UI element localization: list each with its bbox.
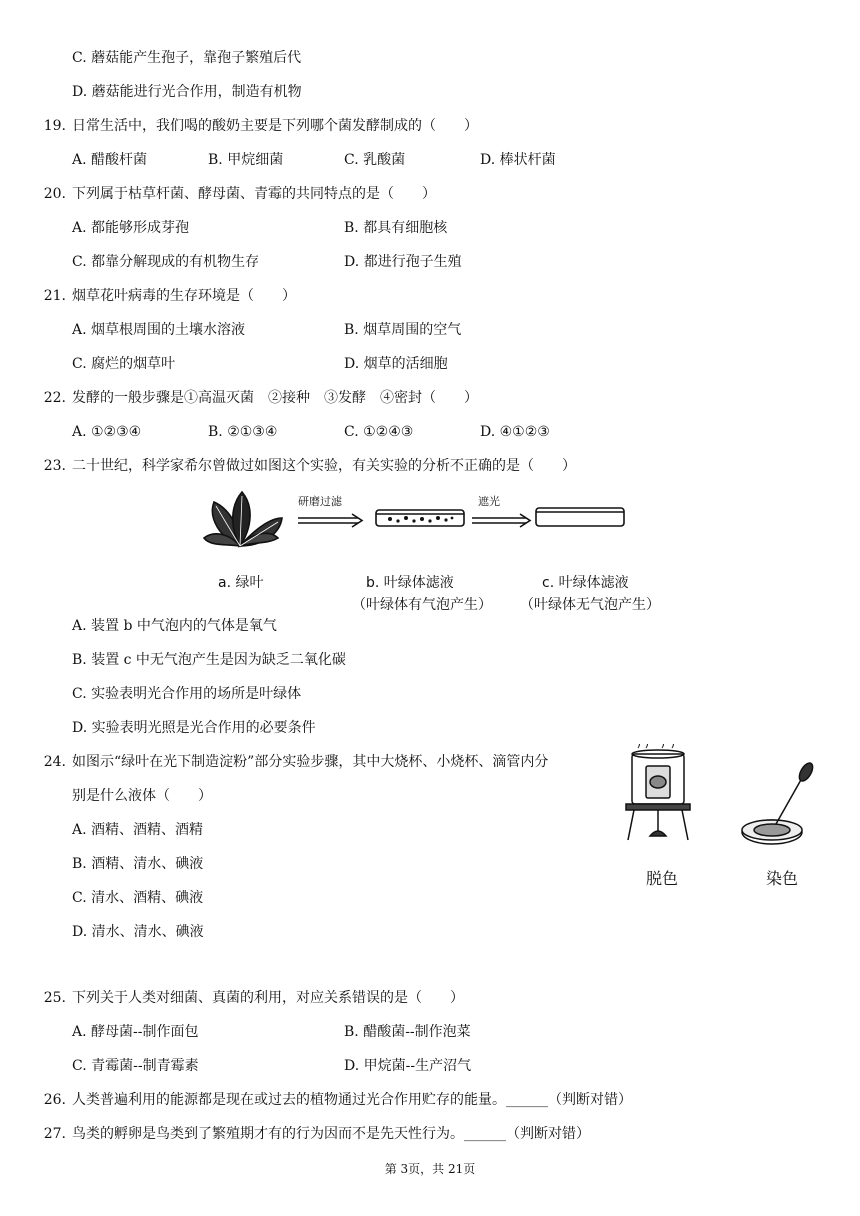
- question-text: 下列关于人类对细菌、真菌的利用，对应关系错误的是（ ）: [72, 990, 464, 1006]
- question-number: 23.: [43, 458, 66, 474]
- question-text-continued: 别是什么液体（ ）: [72, 788, 212, 804]
- option-b: B. 醋酸菌--制作泡菜: [344, 1024, 471, 1040]
- question-text: 人类普遍利用的能源都是现在或过去的植物通过光合作用贮存的能量。______（判断对错）: [72, 1092, 632, 1108]
- figure-label-a: a. 绿叶: [218, 575, 264, 591]
- option-c: C. 乳酸菌: [344, 152, 406, 168]
- option-a: A. 酵母菌--制作面包: [72, 1024, 199, 1040]
- question-number: 27.: [43, 1126, 66, 1142]
- question-number: 21.: [43, 288, 66, 304]
- option-b: B. 烟草周围的空气: [344, 322, 462, 338]
- option-a: A. 酒精、酒精、酒精: [72, 822, 204, 838]
- petri-dish-c-icon: [536, 508, 624, 526]
- option-a: A. 醋酸杆菌: [72, 152, 148, 168]
- option-b: B. 酒精、清水、碘液: [72, 856, 204, 872]
- option-b: B. 装置 c 中无气泡产生是因为缺乏二氧化碳: [72, 652, 346, 668]
- option-d: D. 实验表明光照是光合作用的必要条件: [72, 720, 316, 736]
- question-text: 下列属于枯草杆菌、酵母菌、青霉的共同特点的是（ ）: [72, 186, 436, 202]
- question-number: 26.: [43, 1092, 66, 1108]
- option-d: D. ④①②③: [480, 424, 550, 440]
- question-number: 25.: [43, 990, 66, 1006]
- figure-label-c: c. 叶绿体滤液: [542, 575, 629, 591]
- starch-experiment-figure: [622, 744, 818, 864]
- decolorize-water-bath-icon: [626, 744, 690, 840]
- figure-label-decolorize: 脱色: [646, 869, 679, 888]
- stain-dish-dropper-icon: [742, 761, 815, 844]
- option-c: C. ①②④③: [344, 424, 414, 440]
- figure-label-stain: 染色: [766, 869, 799, 888]
- option-c: C. 清水、酒精、碘液: [72, 890, 204, 906]
- arrow-2-icon: [472, 514, 530, 527]
- question-text: 如图示“绿叶在光下制造淀粉”部分实验步骤，其中大烧杯、小烧杯、滴管内分: [72, 754, 549, 770]
- question-text: 二十世纪，科学家希尔曾做过如图这个实验，有关实验的分析不正确的是（ ）: [72, 458, 576, 474]
- option-b: B. 甲烷细菌: [208, 152, 284, 168]
- question-text: 日常生活中，我们喝的酸奶主要是下列哪个菌发酵制成的（ ）: [72, 118, 478, 134]
- option-d: D. 棒状杆菌: [480, 152, 556, 168]
- option-d: D. 清水、清水、碘液: [72, 924, 204, 940]
- petri-dish-b-icon: [376, 510, 464, 526]
- figure-label-b: b. 叶绿体滤液: [366, 575, 454, 591]
- page-footer: 第 3页，共 21页: [384, 1162, 476, 1176]
- question-number: 20.: [43, 186, 66, 202]
- option-d: D. 都进行孢子生殖: [344, 254, 462, 270]
- question-text: 烟草花叶病毒的生存环境是（ ）: [72, 288, 296, 304]
- q18-option-c: C. 蘑菇能产生孢子，靠孢子繁殖后代: [72, 50, 302, 66]
- option-b: B. 都具有细胞核: [344, 220, 448, 236]
- q18-option-d: D. 蘑菇能进行光合作用，制造有机物: [72, 84, 302, 100]
- option-d: D. 甲烷菌--生产沼气: [344, 1058, 472, 1074]
- question-text: 鸟类的孵卵是鸟类到了繁殖期才有的行为因而不是先天性行为。______（判断对错）: [72, 1126, 590, 1142]
- option-d: D. 烟草的活细胞: [344, 356, 448, 372]
- hill-experiment-figure: [200, 488, 640, 558]
- option-c: C. 实验表明光合作用的场所是叶绿体: [72, 686, 302, 702]
- figure-label-b-note: （叶绿体有气泡产生）: [352, 597, 492, 613]
- option-c: C. 青霉菌--制青霉素: [72, 1058, 199, 1074]
- green-leaves-icon: [204, 492, 282, 546]
- option-a: A. ①②③④: [72, 424, 142, 440]
- option-b: B. ②①③④: [208, 424, 278, 440]
- question-number: 24.: [43, 754, 66, 770]
- figure-label-c-note: （叶绿体无气泡产生）: [520, 597, 660, 613]
- question-text: 发酵的一般步骤是①高温灭菌 ②接种 ③发酵 ④密封（ ）: [72, 390, 478, 406]
- option-c: C. 腐烂的烟草叶: [72, 356, 176, 372]
- arrow-label-grind-filter: 研磨过滤: [298, 495, 342, 508]
- option-a: A. 装置 b 中气泡内的气体是氧气: [72, 618, 277, 634]
- option-a: A. 烟草根周围的土壤水溶液: [72, 322, 246, 338]
- arrow-1-icon: [298, 514, 362, 527]
- arrow-label-shade: 遮光: [478, 495, 500, 508]
- question-number: 19.: [43, 118, 66, 134]
- question-number: 22.: [43, 390, 66, 406]
- option-a: A. 都能够形成芽孢: [72, 220, 190, 236]
- option-c: C. 都靠分解现成的有机物生存: [72, 254, 260, 270]
